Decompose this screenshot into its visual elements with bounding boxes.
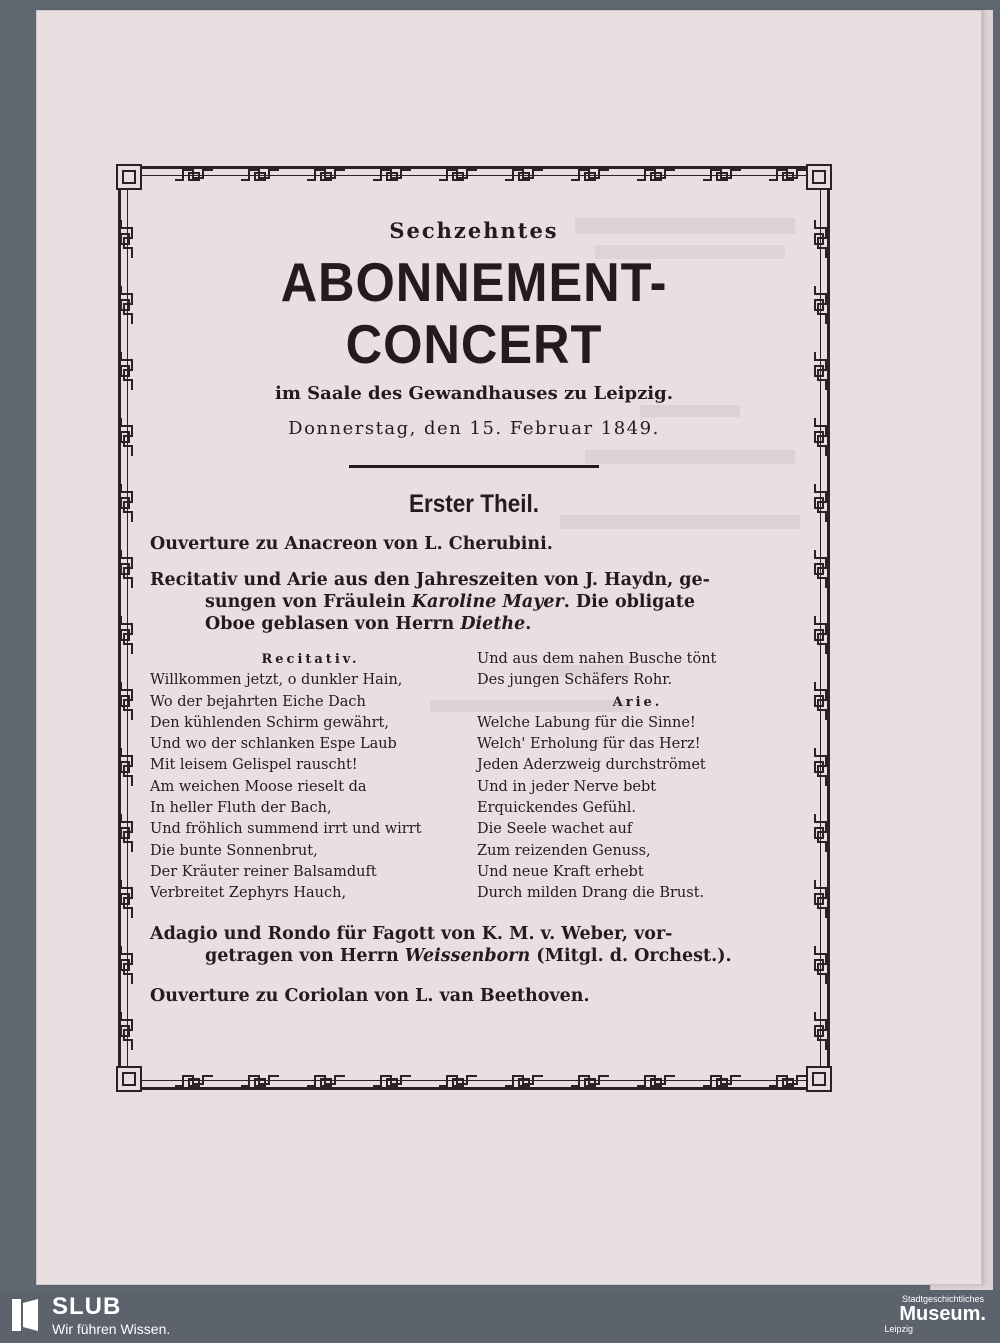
- recitativ-line: Willkommen jetzt, o dunkler Hain,: [150, 672, 403, 689]
- arie-line: Zum reizenden Genuss,: [477, 842, 651, 859]
- fret-ornament: [814, 550, 828, 588]
- arie-line: Und neue Kraft erhebt: [477, 863, 644, 880]
- slub-logo-icon[interactable]: [12, 1299, 38, 1331]
- museum-prefix: Stadtgeschichtliches: [901, 1294, 984, 1304]
- fret-ornament: [120, 616, 134, 654]
- fret-ornament: [439, 1074, 477, 1088]
- fret-ornament: [241, 168, 279, 182]
- library-name[interactable]: SLUB: [52, 1293, 122, 1320]
- corner-ornament-bottom-left: [116, 1066, 142, 1092]
- fret-ornament: [703, 1074, 741, 1088]
- fret-ornament: [120, 484, 134, 522]
- program-item-4: Ouverture zu Coriolan von L. van Beethoven.: [150, 985, 590, 1006]
- arie-title: Arie.: [612, 694, 663, 710]
- fret-ornament: [814, 748, 828, 786]
- arie-column: [471, 649, 798, 905]
- program-item-2: [150, 569, 798, 635]
- divider-rule: [349, 465, 599, 468]
- fret-ornament: [373, 168, 411, 182]
- arie-line: Welch' Erholung für das Herz!: [477, 736, 701, 753]
- museum-city: Leipzig: [884, 1324, 913, 1334]
- fret-ornament: [769, 1074, 807, 1088]
- fret-ornament: [120, 220, 134, 258]
- fret-ornament: [120, 1012, 134, 1050]
- oboist-name: Diethe: [460, 614, 526, 634]
- fret-ornament: [120, 946, 134, 984]
- performer-name: Karoline Mayer: [411, 592, 564, 612]
- item-2-line-1: Recitativ und Arie aus den Jahreszeiten von J. Haydn, ge-: [150, 570, 710, 590]
- arie-pre-line: Des jungen Schäfers Rohr.: [477, 672, 673, 689]
- library-tagline: Wir führen Wissen.: [52, 1321, 171, 1337]
- fret-ornament: [814, 682, 828, 720]
- fret-ornament: [120, 814, 134, 852]
- fret-ornament: [120, 352, 134, 390]
- fret-border-top: [175, 168, 807, 182]
- recitativ-lines: [150, 670, 471, 904]
- bassoonist-name: Weissenborn: [404, 945, 531, 966]
- recitativ-line: Verbreitet Zephyrs Hauch,: [150, 885, 347, 902]
- fret-ornament: [814, 286, 828, 324]
- arie-pre-lines: [477, 649, 798, 692]
- fret-ornament: [175, 168, 213, 182]
- fret-ornament: [175, 1074, 213, 1088]
- fret-ornament: [120, 550, 134, 588]
- fret-ornament: [120, 748, 134, 786]
- arie-line: Und in jeder Nerve bebt: [477, 778, 657, 795]
- corner-ornament-top-left: [116, 164, 142, 190]
- fret-ornament: [120, 286, 134, 324]
- corner-ornament-bottom-right: [806, 1066, 832, 1092]
- recitativ-line: In heller Fluth der Bach,: [150, 800, 332, 817]
- fret-ornament: [505, 1074, 543, 1088]
- recitativ-line: Mit leisem Gelispel rauscht!: [150, 757, 358, 774]
- arie-line: Durch milden Drang die Brust.: [477, 885, 705, 902]
- arie-line: Die Seele wachet auf: [477, 821, 633, 838]
- fret-ornament: [637, 1074, 675, 1088]
- item-3-line-2: getragen von Herrn Weissenborn (Mitgl. d. Orchest.).: [205, 945, 732, 966]
- item-3-line-1: Adagio und Rondo für Fagott von K. M. v. Weber, vor-: [150, 923, 673, 944]
- fret-ornament: [703, 168, 741, 182]
- fret-ornament: [120, 418, 134, 456]
- corner-ornament-top-right: [806, 164, 832, 190]
- fret-border-left: [120, 220, 134, 1050]
- lyrics-columns: [150, 649, 798, 905]
- part-heading: Erster Theil.: [408, 490, 540, 518]
- fret-ornament: [814, 220, 828, 258]
- recitativ-line: Wo der bejahrten Eiche Dach: [150, 693, 366, 710]
- fret-ornament: [814, 1012, 828, 1050]
- fret-ornament: [814, 814, 828, 852]
- fret-ornament: [241, 1074, 279, 1088]
- recitativ-column: [150, 649, 471, 905]
- fret-ornament: [637, 168, 675, 182]
- poster-content: [150, 210, 798, 1007]
- viewer-footer: [0, 1290, 1000, 1343]
- recitativ-line: Die bunte Sonnenbrut,: [150, 842, 318, 859]
- fret-ornament: [814, 880, 828, 918]
- fret-ornament: [769, 168, 807, 182]
- fret-border-bottom: [175, 1074, 807, 1088]
- fret-ornament: [571, 1074, 609, 1088]
- fret-border-right: [814, 220, 828, 1050]
- recitativ-line: Der Kräuter reiner Balsamduft: [150, 863, 377, 880]
- fret-ornament: [120, 880, 134, 918]
- recitativ-line: Den kühlenden Schirm gewährt,: [150, 714, 389, 731]
- recitativ-line: Am weichen Moose rieselt da: [150, 778, 367, 795]
- museum-name[interactable]: Museum.: [899, 1303, 986, 1325]
- arie-line: Welche Labung für die Sinne!: [477, 714, 696, 731]
- fret-ornament: [373, 1074, 411, 1088]
- program-item-1: Ouverture zu Anacreon von L. Cherubini.: [150, 534, 553, 554]
- recitativ-title: Recitativ.: [261, 652, 360, 667]
- concert-number: Sechzehntes: [389, 218, 559, 243]
- fret-ornament: [814, 352, 828, 390]
- item-2-line-2: sungen von Fräulein Karoline Mayer. Die obligate: [205, 592, 695, 612]
- venue-line: im Saale des Gewandhauses zu Leipzig.: [275, 383, 673, 404]
- item-2-line-3: Oboe geblasen von Herrn Diethe.: [205, 614, 532, 634]
- fret-ornament: [439, 168, 477, 182]
- arie-pre-line: Und aus dem nahen Busche tönt: [477, 651, 717, 667]
- arie-line: Jeden Aderzweig durchströmet: [477, 757, 706, 774]
- fret-ornament: [571, 168, 609, 182]
- fret-ornament: [814, 418, 828, 456]
- arie-lines: [477, 713, 798, 905]
- fret-ornament: [120, 682, 134, 720]
- fret-ornament: [307, 168, 345, 182]
- date-line: Donnerstag, den 15. Februar 1849.: [288, 418, 660, 439]
- program-item-3: [150, 923, 798, 967]
- recitativ-line: Und fröhlich summend irrt und wirrt: [150, 821, 422, 838]
- fret-ornament: [814, 484, 828, 522]
- fret-ornament: [814, 616, 828, 654]
- poster-title: ABONNEMENT-CONCERT: [280, 251, 668, 375]
- fret-ornament: [814, 946, 828, 984]
- recitativ-line: Und wo der schlanken Espe Laub: [150, 736, 397, 753]
- arie-line: Erquickendes Gefühl.: [477, 800, 636, 817]
- fret-ornament: [505, 168, 543, 182]
- fret-ornament: [307, 1074, 345, 1088]
